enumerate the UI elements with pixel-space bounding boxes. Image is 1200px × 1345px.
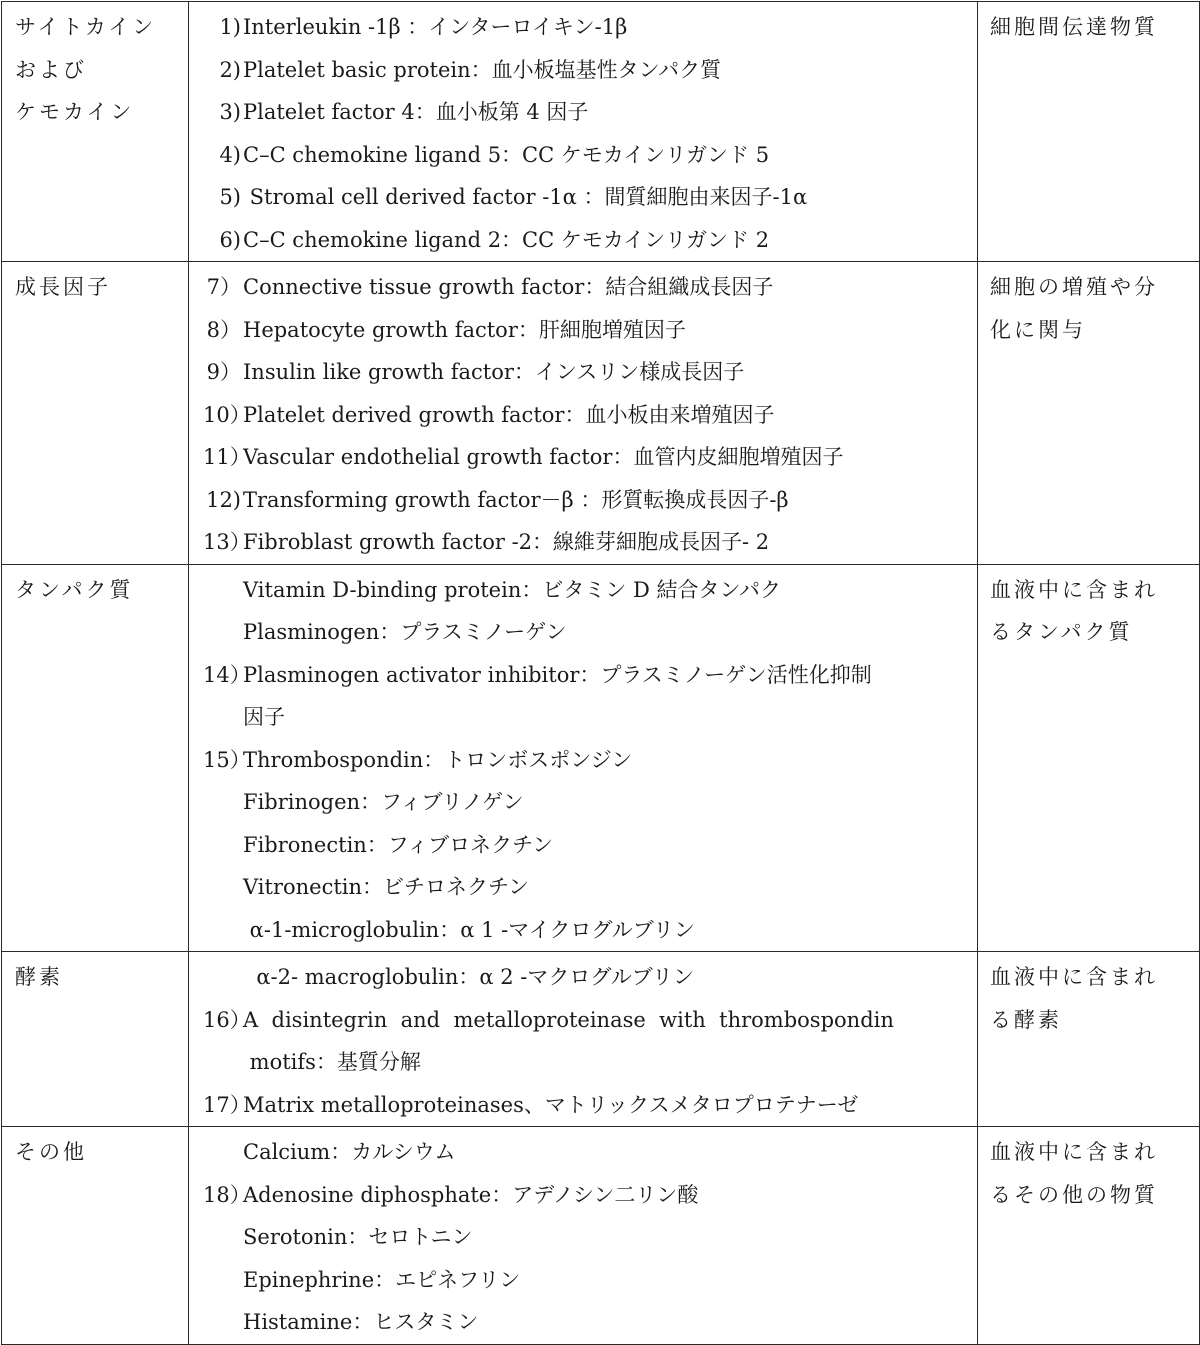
category-cell <box>2 262 189 565</box>
item-text: C–C chemokine ligand 2：CC ケモカインリガンド 2 <box>243 227 770 252</box>
description-cell <box>978 262 1200 565</box>
description-text: 細胞間伝達物質 <box>990 15 1158 39</box>
description-cell <box>978 564 1200 952</box>
description-text: 血液中に含まれ <box>990 577 1158 602</box>
description-cell <box>978 1127 1200 1345</box>
item-number: 2) <box>219 57 241 82</box>
item-text: Hepatocyte growth factor：肝細胞増殖因子 <box>243 317 686 342</box>
category-label: および <box>15 57 87 82</box>
description-text: 血液中に含まれ <box>990 965 1158 989</box>
item-number: 17） <box>203 1092 251 1117</box>
item-text: Plasminogen：プラスミノーゲン <box>243 620 567 644</box>
item-text: A disintegrin and metalloproteinase with thrombospondin <box>243 1007 894 1032</box>
item-number: 3) <box>219 100 241 124</box>
item-text: Thrombospondin：トロンボスポンジン <box>243 747 633 772</box>
item-text: Transforming growth factor－β ：形質転換成長因子-β <box>243 487 789 512</box>
list-item <box>203 999 967 1084</box>
items-cell <box>189 262 978 565</box>
item-text: Stromal cell derived factor -1α ：間質細胞由来因子-1α <box>243 185 808 209</box>
list-item <box>203 611 967 654</box>
item-text: Vascular endothelial growth factor：血管内皮細胞増殖因子 <box>243 445 844 469</box>
category-cell <box>2 2 189 262</box>
item-number: 10） <box>203 402 251 427</box>
table-row <box>2 2 1200 262</box>
list-item <box>203 49 967 92</box>
category-label: サイトカイン <box>15 15 157 39</box>
list-item <box>203 739 967 782</box>
category-label: ケモカイン <box>15 100 135 124</box>
list-item <box>203 956 967 999</box>
item-text: Adenosine diphosphate：アデノシン二リン酸 <box>243 1182 699 1207</box>
category-label: 成長因子 <box>15 275 111 299</box>
item-number: 16） <box>203 1007 251 1032</box>
item-text: Serotonin：セロトニン <box>243 1225 473 1249</box>
list-item <box>203 521 967 564</box>
list-item <box>203 1174 967 1217</box>
item-number: 8） <box>206 317 241 342</box>
list-item <box>203 479 967 522</box>
list-item <box>203 1301 967 1344</box>
description-text: 細胞の増殖や分 <box>990 275 1158 299</box>
list-item <box>203 569 967 612</box>
item-text: α-2- macroglobulin：α 2 -マクログルブリン <box>243 965 694 989</box>
item-text: Fibrinogen：フィブリノゲン <box>243 790 524 814</box>
platelet-factor-table <box>1 1 1200 1345</box>
item-text: Insulin like growth factor：インスリン様成長因子 <box>243 360 745 384</box>
item-text: α-1-microglobulin：α 1 -マイクログルブリン <box>243 917 695 942</box>
description-text: 血液中に含まれ <box>990 1140 1158 1164</box>
list-item <box>203 824 967 867</box>
item-text: Plasminogen activator inhibitor：プラスミノーゲン活性化抑制 <box>243 662 872 687</box>
item-number: 14） <box>203 662 251 687</box>
table-row <box>2 262 1200 565</box>
item-number: 9） <box>206 360 241 384</box>
list-item <box>203 351 967 394</box>
item-text: Calcium：カルシウム <box>243 1140 456 1164</box>
item-number: 13） <box>203 530 251 554</box>
item-text: Platelet derived growth factor：血小板由来増殖因子 <box>243 402 775 427</box>
table-row <box>2 1127 1200 1345</box>
description-text: るその他の物質 <box>990 1182 1158 1207</box>
description-text: る酵素 <box>990 1007 1062 1032</box>
item-number: 5) <box>219 185 241 209</box>
category-label: タンパク質 <box>15 577 134 602</box>
item-text: Matrix metalloproteinases、マトリックスメタロプロテナーゼ <box>243 1092 859 1117</box>
category-cell <box>2 952 189 1127</box>
list-item <box>203 1131 967 1174</box>
list-item <box>203 176 967 219</box>
description-cell <box>978 2 1200 262</box>
list-item <box>203 436 967 479</box>
item-number: 12) <box>206 487 241 512</box>
item-text: Epinephrine：エピネフリン <box>243 1267 521 1292</box>
category-cell <box>2 1127 189 1345</box>
list-item <box>203 654 967 739</box>
item-number: 11） <box>203 445 251 469</box>
list-item <box>203 1259 967 1302</box>
list-item <box>203 909 967 952</box>
item-number: 15） <box>203 747 251 772</box>
item-text: Histamine：ヒスタミン <box>243 1310 479 1334</box>
list-item <box>203 266 967 309</box>
list-item <box>203 134 967 177</box>
item-text: Vitronectin：ビチロネクチン <box>243 875 529 899</box>
item-text: Vitamin D-binding protein：ビタミン D 結合タンパク <box>243 577 782 602</box>
description-text: 化に関与 <box>990 317 1086 342</box>
item-number: 7） <box>206 275 241 299</box>
table-row <box>2 564 1200 952</box>
list-item <box>203 219 967 262</box>
item-text: Platelet basic protein：血小板塩基性タンパク質 <box>243 57 722 82</box>
item-text: C–C chemokine ligand 5：CC ケモカインリガンド 5 <box>243 142 770 167</box>
list-item <box>203 309 967 352</box>
category-label: その他 <box>15 1140 87 1164</box>
items-cell <box>189 952 978 1127</box>
item-text: Fibroblast growth factor -2：線維芽細胞成長因子- 2 <box>243 530 770 554</box>
description-cell <box>978 952 1200 1127</box>
items-cell <box>189 1127 978 1345</box>
item-number: 18） <box>203 1182 251 1207</box>
category-cell <box>2 564 189 952</box>
item-text: Interleukin -1β ：インターロイキン-1β <box>243 15 628 39</box>
description-text: るタンパク質 <box>990 620 1133 644</box>
items-cell <box>189 564 978 952</box>
list-item <box>203 394 967 437</box>
list-item <box>203 781 967 824</box>
list-item <box>203 1084 967 1127</box>
item-number: 6) <box>219 227 241 252</box>
list-item <box>203 6 967 49</box>
item-text: Connective tissue growth factor：結合組織成長因子 <box>243 275 774 299</box>
item-text-continued: motifs：基質分解 <box>243 1050 421 1074</box>
table-row <box>2 952 1200 1127</box>
list-item <box>203 1216 967 1259</box>
items-cell <box>189 2 978 262</box>
item-text-continued: 因子 <box>243 705 285 729</box>
list-item <box>203 866 967 909</box>
item-number: 4) <box>219 142 241 167</box>
item-text: Platelet factor 4：血小板第 4 因子 <box>243 100 589 124</box>
item-number: 1) <box>219 15 241 39</box>
item-text: Fibronectin：フィブロネクチン <box>243 832 554 857</box>
category-label: 酵素 <box>15 965 63 989</box>
list-item <box>203 91 967 134</box>
